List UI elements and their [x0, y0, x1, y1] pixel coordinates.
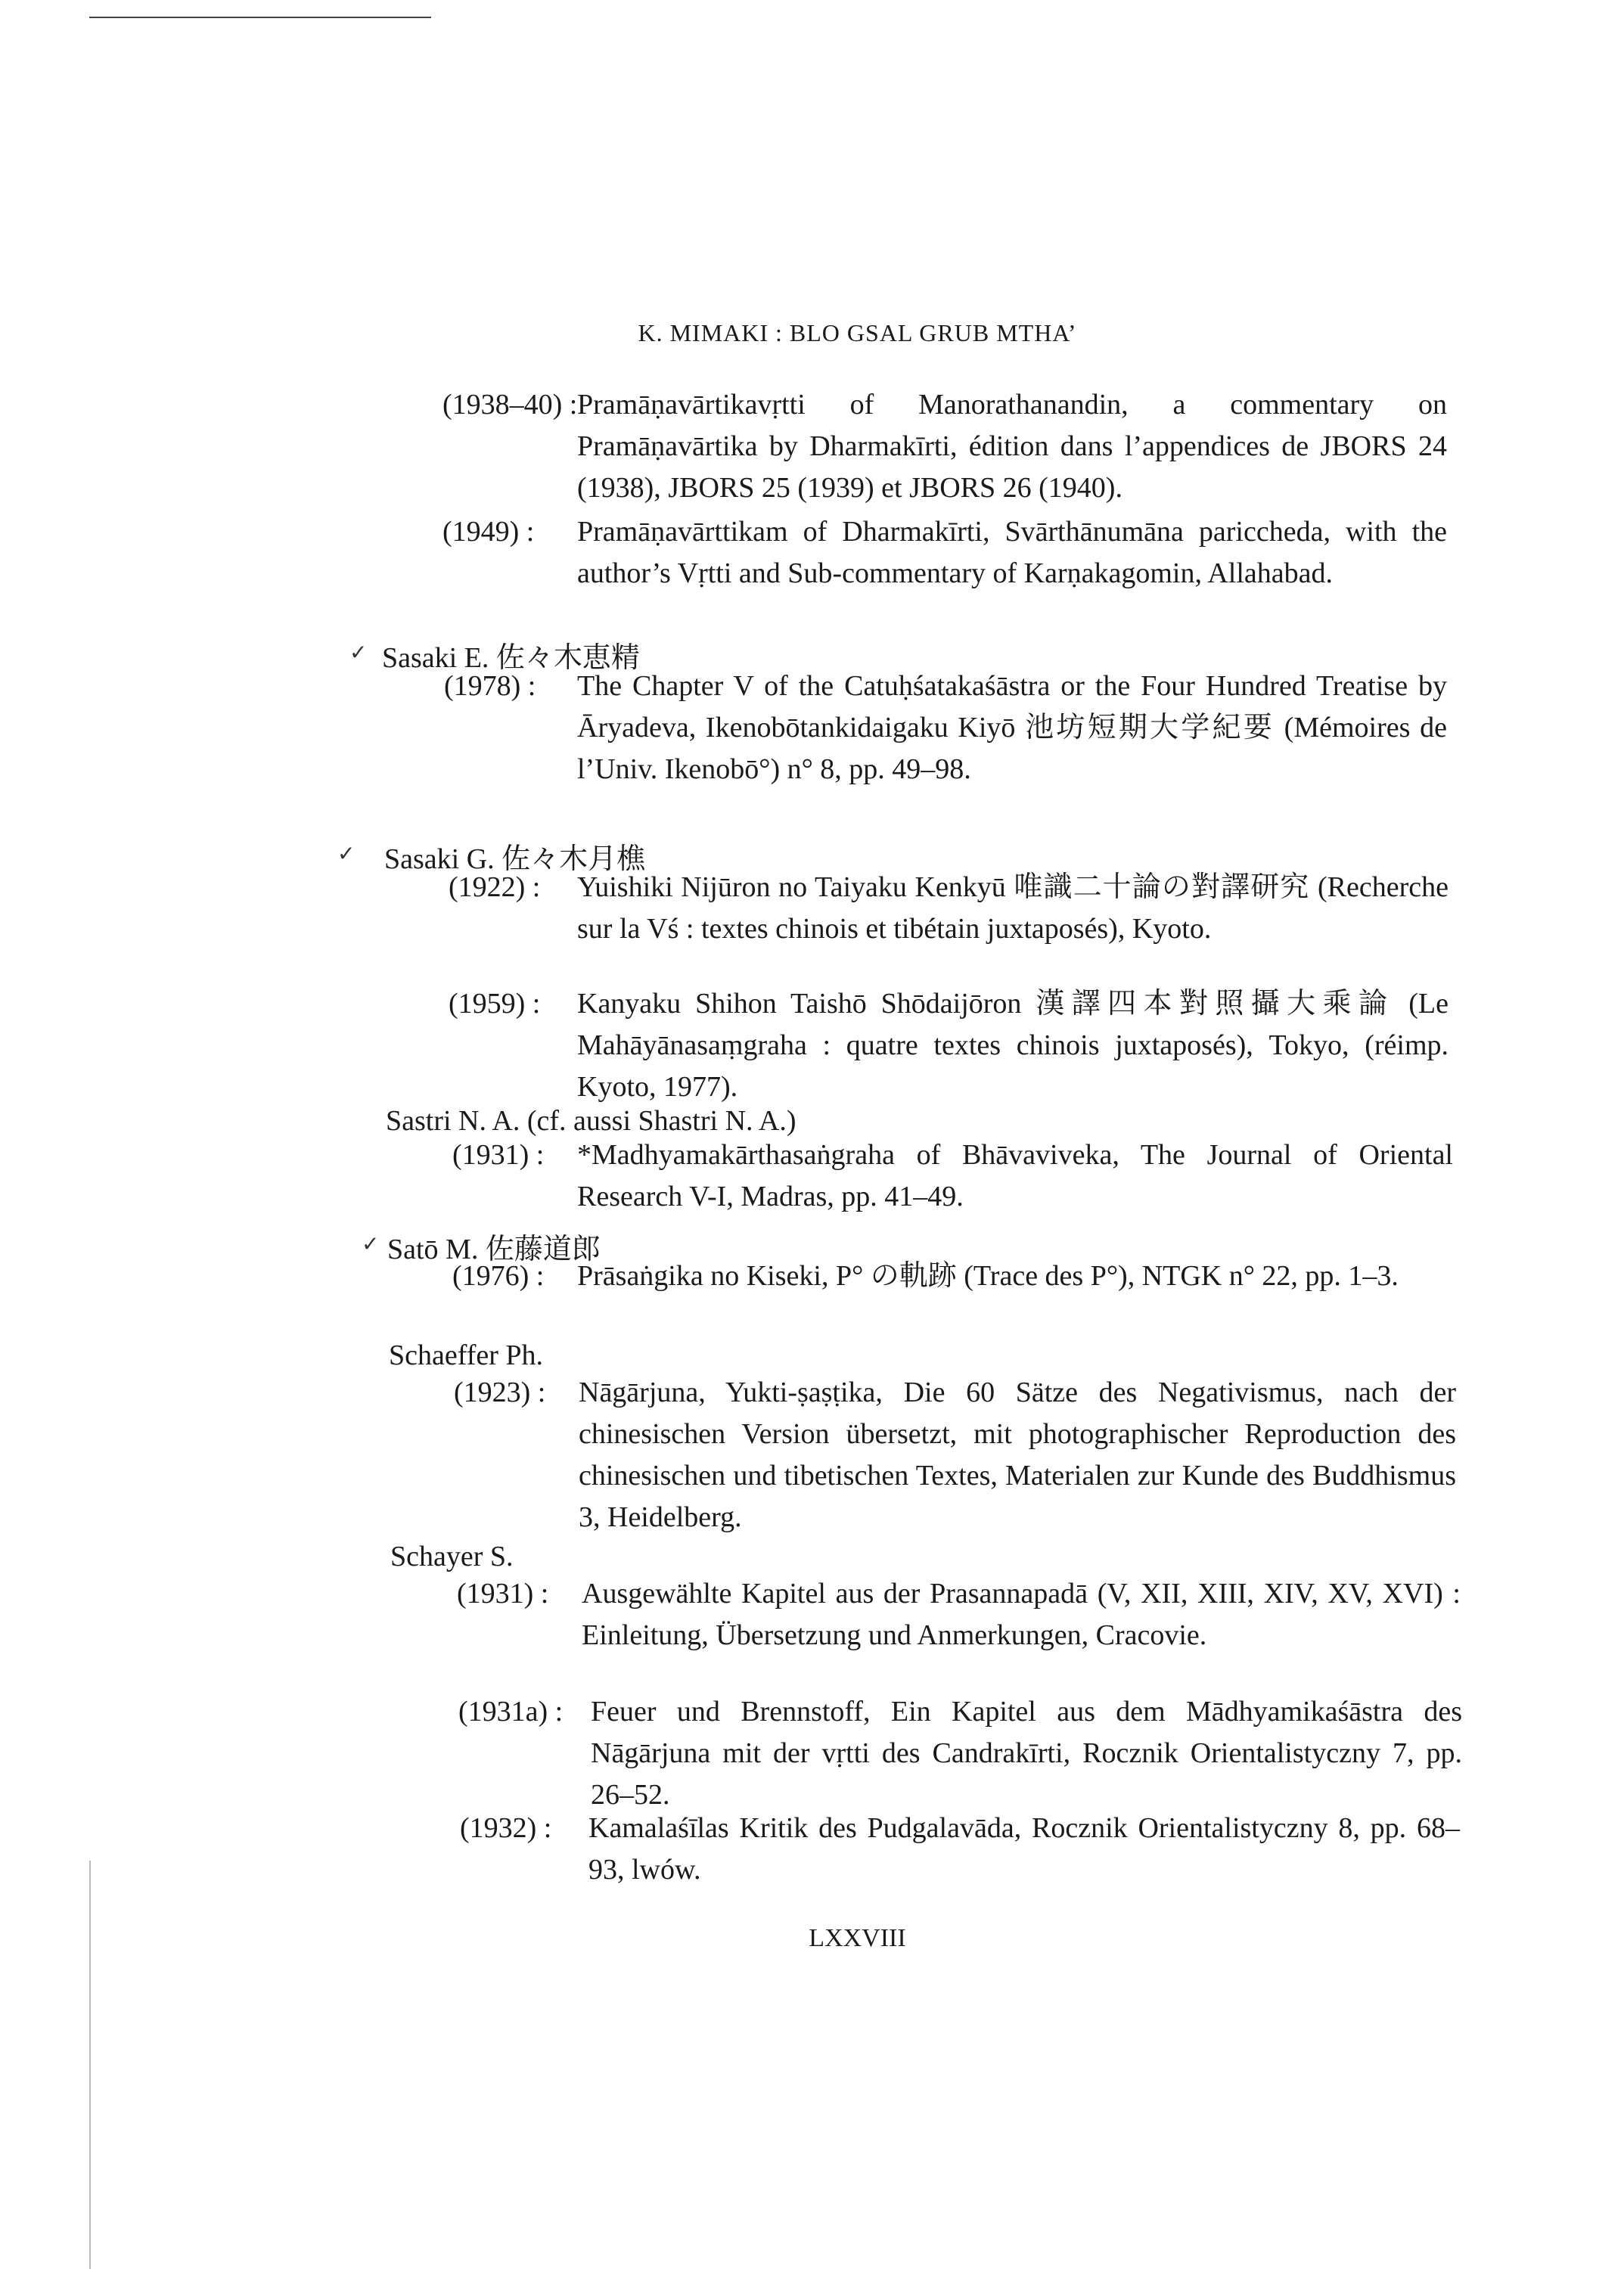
running-header: K. MIMAKI : BLO GSAL GRUB MTHA’: [638, 319, 1077, 346]
entry-year: (1978) :: [444, 670, 536, 702]
entry-text: Yuishiki Nijūron no Taiyaku Kenkyū 唯識二十論の對譯研究 (Recherche sur la Vś : textes chinois et tibétain juxtaposés), Kyoto.: [577, 871, 1449, 945]
bib-entry: [444, 666, 1450, 832]
entry-year: (1932) :: [460, 1812, 552, 1844]
binding-edge-mark: [89, 1861, 91, 2269]
bib-entry: [458, 1691, 1464, 1816]
author-heading: Sastri N. A. (cf. aussi Shastri N. A.): [386, 1105, 796, 1137]
check-mark: ✓: [362, 1233, 380, 1256]
bib-entry: [452, 1256, 1458, 1339]
entry-text: Feuer und Brennstoff, Ein Kapitel aus dem Mādhyamikaśāstra des Nāgārjuna mit der vṛtti des Candrakīrti, Rocznik Orientalistyczny 7, pp. 26–52.: [591, 1696, 1462, 1811]
entry-year: (1931a) :: [458, 1696, 564, 1727]
entry-year: (1923) :: [454, 1377, 546, 1408]
author-heading: Schayer S.: [390, 1541, 514, 1572]
entry-year: (1949) :: [442, 516, 535, 548]
page-number: LXXVIII: [809, 1924, 906, 1952]
bib-entry: [457, 1573, 1463, 1698]
entry-year: (1922) :: [449, 871, 541, 903]
bib-entry: [449, 983, 1455, 1108]
bib-entry: [452, 1135, 1458, 1218]
entry-text: Kanyaku Shihon Taishō Shōdaijōron 漢譯四本對照攝大乘論 (Le Mahāyānasaṃgraha : quatre textes chinois juxtaposés), Tokyo, (réimp. Kyoto, 1977).: [577, 988, 1449, 1103]
author-heading: Satō M. 佐藤道郎: [387, 1234, 601, 1265]
bib-entry: [449, 867, 1455, 992]
bib-entry: [454, 1372, 1460, 1538]
entry-text: The Chapter V of the Catuḥśatakaśāstra or the Four Hundred Treatise by Āryadeva, Ikenobōtankidaigaku Kiyō 池坊短期大学紀要 (Mémoires de l’Univ. Ikenobō°) n° 8, pp. 49–98.: [577, 670, 1447, 785]
author-heading: Sasaki G. 佐々木月樵: [384, 843, 646, 875]
entry-text: Kamalaśīlas Kritik des Pudgalavāda, Rocznik Orientalistyczny 8, pp. 68–93, lwów.: [588, 1812, 1460, 1886]
entry-year: (1959) :: [449, 988, 541, 1020]
bib-entry: [442, 511, 1449, 636]
entry-year: (1931) :: [452, 1139, 545, 1171]
entry-year: (1938–40) :: [442, 389, 578, 421]
entry-text: Pramāṇavārttikam of Dharmakīrti, Svārthānumāna pariccheda, with the author’s Vṛtti and Sub-commentary of Karṇakagomin, Allahabad.: [577, 516, 1447, 589]
entry-text: Nāgārjuna, Yukti-ṣaṣṭika, Die 60 Sätze des Negativismus, nach der chinesischen Version übersetzt, mit photographischer Reproduction des chinesischen und tibetischen Textes, Materialen zur Kunde des Buddhismus 3, Heidelberg.: [579, 1377, 1456, 1533]
entry-text: Prāsaṅgika no Kiseki, P° の軌跡 (Trace des P°), NTGK n° 22, pp. 1–3.: [577, 1260, 1399, 1292]
author-heading: Sasaki E. 佐々木恵精: [382, 642, 640, 674]
check-mark: ✓: [337, 843, 356, 866]
author-heading: Schaeffer Ph.: [389, 1339, 544, 1371]
entry-text: Pramāṇavārtikavṛtti of Manorathanandin, a commentary on Pramāṇavārtika by Dharmakīrti, édition dans l’appendices de JBORS 24 (1938), JBORS 25 (1939) et JBORS 26 (1940).: [577, 389, 1447, 504]
entry-text: Ausgewählte Kapitel aus der Prasannapadā (V, XII, XIII, XIV, XV, XVI) : Einleitung, Übersetzung und Anmerkungen, Cracovie.: [582, 1578, 1461, 1651]
entry-text: *Madhyamakārthasaṅgraha of Bhāvaviveka, The Journal of Oriental Research V-I, Madras, pp. 41–49.: [577, 1139, 1453, 1212]
bib-entry: [442, 384, 1449, 509]
bib-entry: [460, 1808, 1466, 1891]
entry-year: (1931) :: [457, 1578, 549, 1610]
check-mark: ✓: [349, 641, 368, 665]
entry-year: (1976) :: [452, 1260, 545, 1292]
